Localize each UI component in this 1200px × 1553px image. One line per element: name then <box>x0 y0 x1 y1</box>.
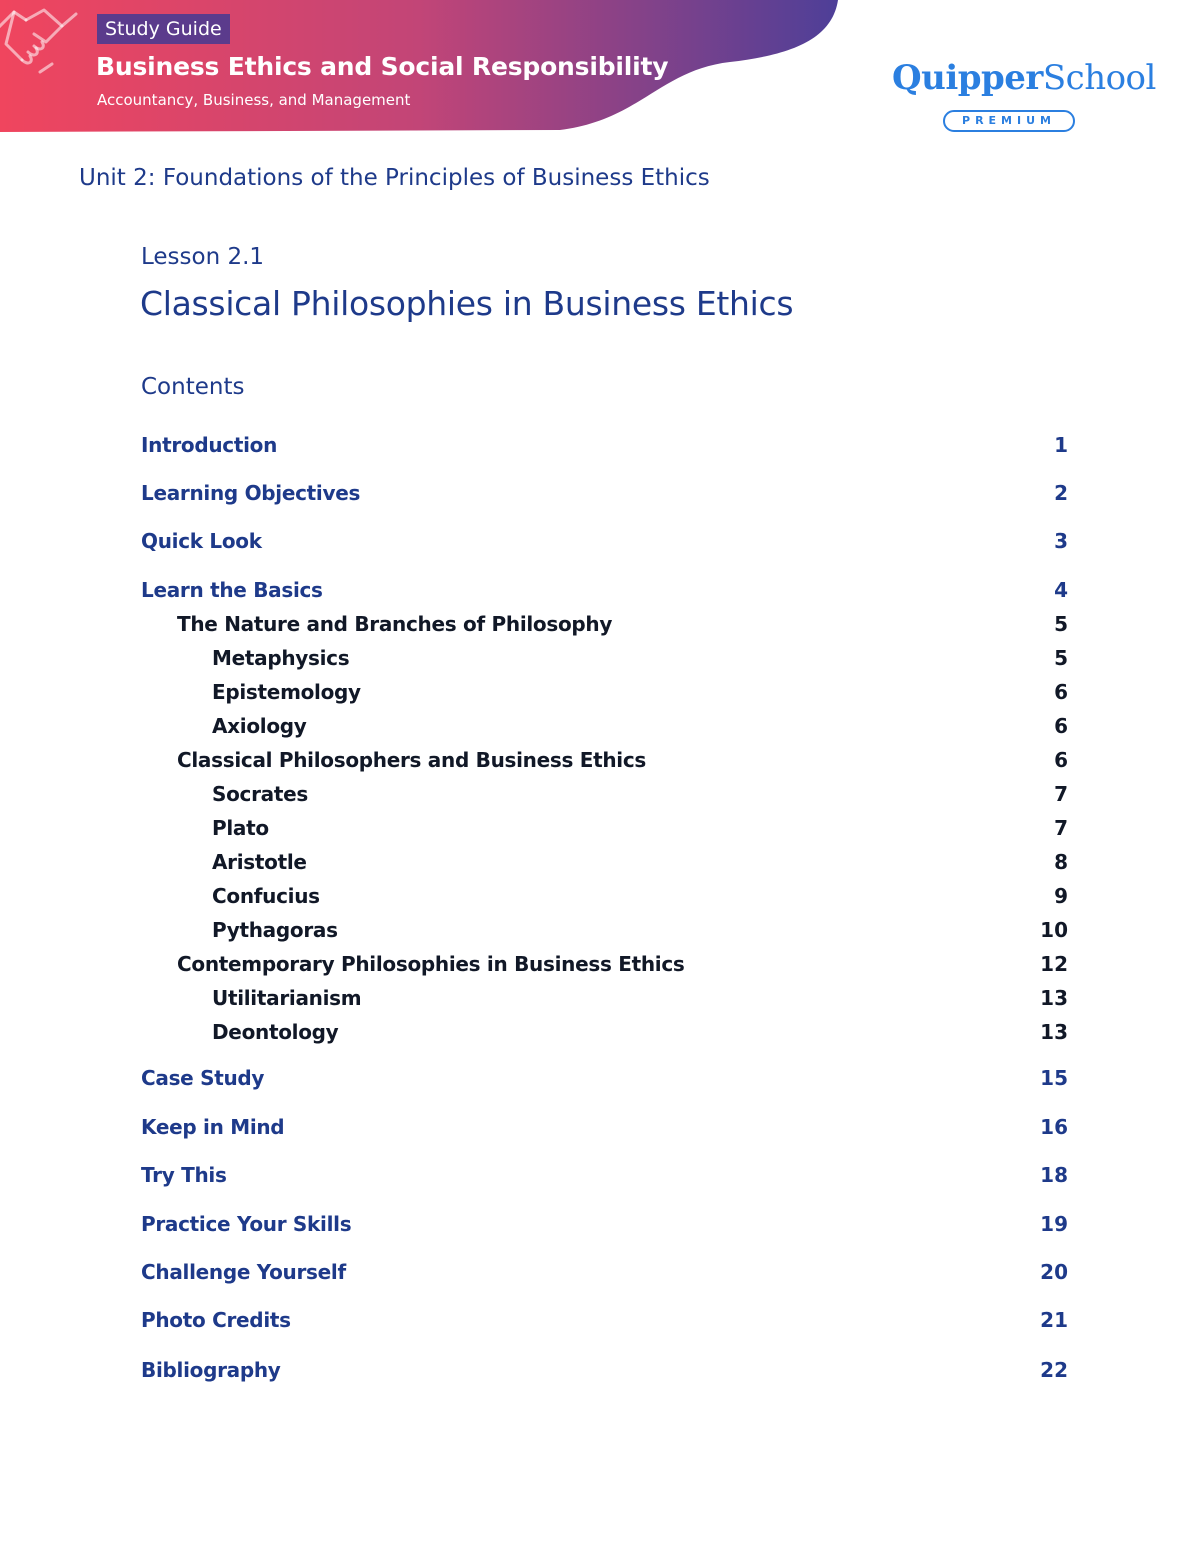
toc-entry[interactable] <box>0 779 1200 809</box>
toc-entry-page: 15 <box>1040 1066 1068 1090</box>
toc-entry[interactable] <box>0 1112 1200 1142</box>
toc-entry-label[interactable]: The Nature and Branches of Philosophy <box>177 612 613 636</box>
toc-entry[interactable] <box>0 983 1200 1013</box>
toc-entry-label[interactable]: Pythagoras <box>212 918 338 942</box>
toc-entry-page: 6 <box>1054 714 1068 738</box>
toc-entry-label[interactable]: Learning Objectives <box>141 481 361 505</box>
toc-entry-page: 3 <box>1054 529 1068 553</box>
contents-heading: Contents <box>141 374 245 400</box>
logo-quipper: Quipper <box>892 58 1043 98</box>
toc-entry-page: 4 <box>1054 578 1068 602</box>
toc-entry[interactable] <box>0 1305 1200 1335</box>
toc-entry[interactable] <box>0 1355 1200 1385</box>
toc-entry-page: 16 <box>1040 1115 1068 1139</box>
toc-entry[interactable] <box>0 478 1200 508</box>
toc-entry-label[interactable]: Keep in Mind <box>141 1115 285 1139</box>
toc-entry-label[interactable]: Confucius <box>212 884 320 908</box>
toc-entry-label[interactable]: Contemporary Philosophies in Business Ethics <box>177 952 685 976</box>
toc-entry[interactable] <box>0 949 1200 979</box>
toc-entry[interactable] <box>0 1017 1200 1047</box>
study-guide-tag: Study Guide <box>97 14 230 44</box>
toc-entry-label[interactable]: Aristotle <box>212 850 307 874</box>
toc-entry-page: 22 <box>1040 1358 1068 1382</box>
toc-entry-page: 7 <box>1054 782 1068 806</box>
toc-entry-label[interactable]: Quick Look <box>141 529 262 553</box>
toc-entry-label[interactable]: Epistemology <box>212 680 361 704</box>
toc-entry-page: 6 <box>1054 680 1068 704</box>
toc-entry-page: 7 <box>1054 816 1068 840</box>
toc-entry-page: 20 <box>1040 1260 1068 1284</box>
toc-entry-label[interactable]: Deontology <box>212 1020 339 1044</box>
toc-entry-label[interactable]: Plato <box>212 816 269 840</box>
toc-entry[interactable] <box>0 643 1200 673</box>
toc-entry-page: 1 <box>1054 433 1068 457</box>
toc-entry[interactable] <box>0 1257 1200 1287</box>
toc-entry-label[interactable]: Bibliography <box>141 1358 281 1382</box>
toc-entry-label[interactable]: Photo Credits <box>141 1308 291 1332</box>
toc-entry[interactable] <box>0 1160 1200 1190</box>
toc-entry-label[interactable]: Introduction <box>141 433 278 457</box>
toc-entry-label[interactable]: Case Study <box>141 1066 265 1090</box>
toc-entry[interactable] <box>0 609 1200 639</box>
lesson-number: Lesson 2.1 <box>141 244 265 270</box>
toc-entry-page: 5 <box>1054 612 1068 636</box>
toc-entry[interactable] <box>0 1209 1200 1239</box>
toc-entry-page: 13 <box>1040 986 1068 1010</box>
toc-entry-page: 8 <box>1054 850 1068 874</box>
toc-entry-label[interactable]: Axiology <box>212 714 307 738</box>
quipper-school-logo <box>892 58 1156 134</box>
course-subtitle: Accountancy, Business, and Management <box>97 91 411 109</box>
toc-entry[interactable] <box>0 711 1200 741</box>
toc-entry-label[interactable]: Learn the Basics <box>141 578 323 602</box>
toc-entry-page: 9 <box>1054 884 1068 908</box>
unit-title: Unit 2: Foundations of the Principles of Business Ethics <box>79 165 710 191</box>
toc-entry-page: 2 <box>1054 481 1068 505</box>
toc-entry[interactable] <box>0 915 1200 945</box>
toc-entry-page: 13 <box>1040 1020 1068 1044</box>
logo-school: School <box>1042 58 1156 98</box>
toc-entry[interactable] <box>0 1063 1200 1093</box>
toc-entry[interactable] <box>0 881 1200 911</box>
toc-entry[interactable] <box>0 847 1200 877</box>
lesson-title: Classical Philosophies in Business Ethics <box>140 284 794 323</box>
toc-entry-page: 6 <box>1054 748 1068 772</box>
toc-entry-label[interactable]: Utilitarianism <box>212 986 362 1010</box>
toc-entry-label[interactable]: Challenge Yourself <box>141 1260 346 1284</box>
toc-entry-label[interactable]: Try This <box>141 1163 227 1187</box>
toc-entry[interactable] <box>0 575 1200 605</box>
toc-entry[interactable] <box>0 526 1200 556</box>
toc-entry-page: 5 <box>1054 646 1068 670</box>
toc-entry-page: 12 <box>1040 952 1068 976</box>
toc-entry-label[interactable]: Practice Your Skills <box>141 1212 352 1236</box>
toc-entry[interactable] <box>0 677 1200 707</box>
toc-entry[interactable] <box>0 430 1200 460</box>
course-title: Business Ethics and Social Responsibility <box>96 52 669 81</box>
toc-entry[interactable] <box>0 745 1200 775</box>
toc-entry[interactable] <box>0 813 1200 843</box>
toc-entry-page: 21 <box>1040 1308 1068 1332</box>
toc-entry-page: 18 <box>1040 1163 1068 1187</box>
toc-entry-page: 10 <box>1040 918 1068 942</box>
header-banner <box>0 0 840 132</box>
handshake-icon <box>0 0 80 80</box>
toc-entry-label[interactable]: Socrates <box>212 782 308 806</box>
toc-entry-label[interactable]: Classical Philosophers and Business Ethics <box>177 748 647 772</box>
toc-entry-page: 19 <box>1040 1212 1068 1236</box>
premium-badge: PREMIUM <box>943 110 1075 132</box>
toc-entry-label[interactable]: Metaphysics <box>212 646 350 670</box>
